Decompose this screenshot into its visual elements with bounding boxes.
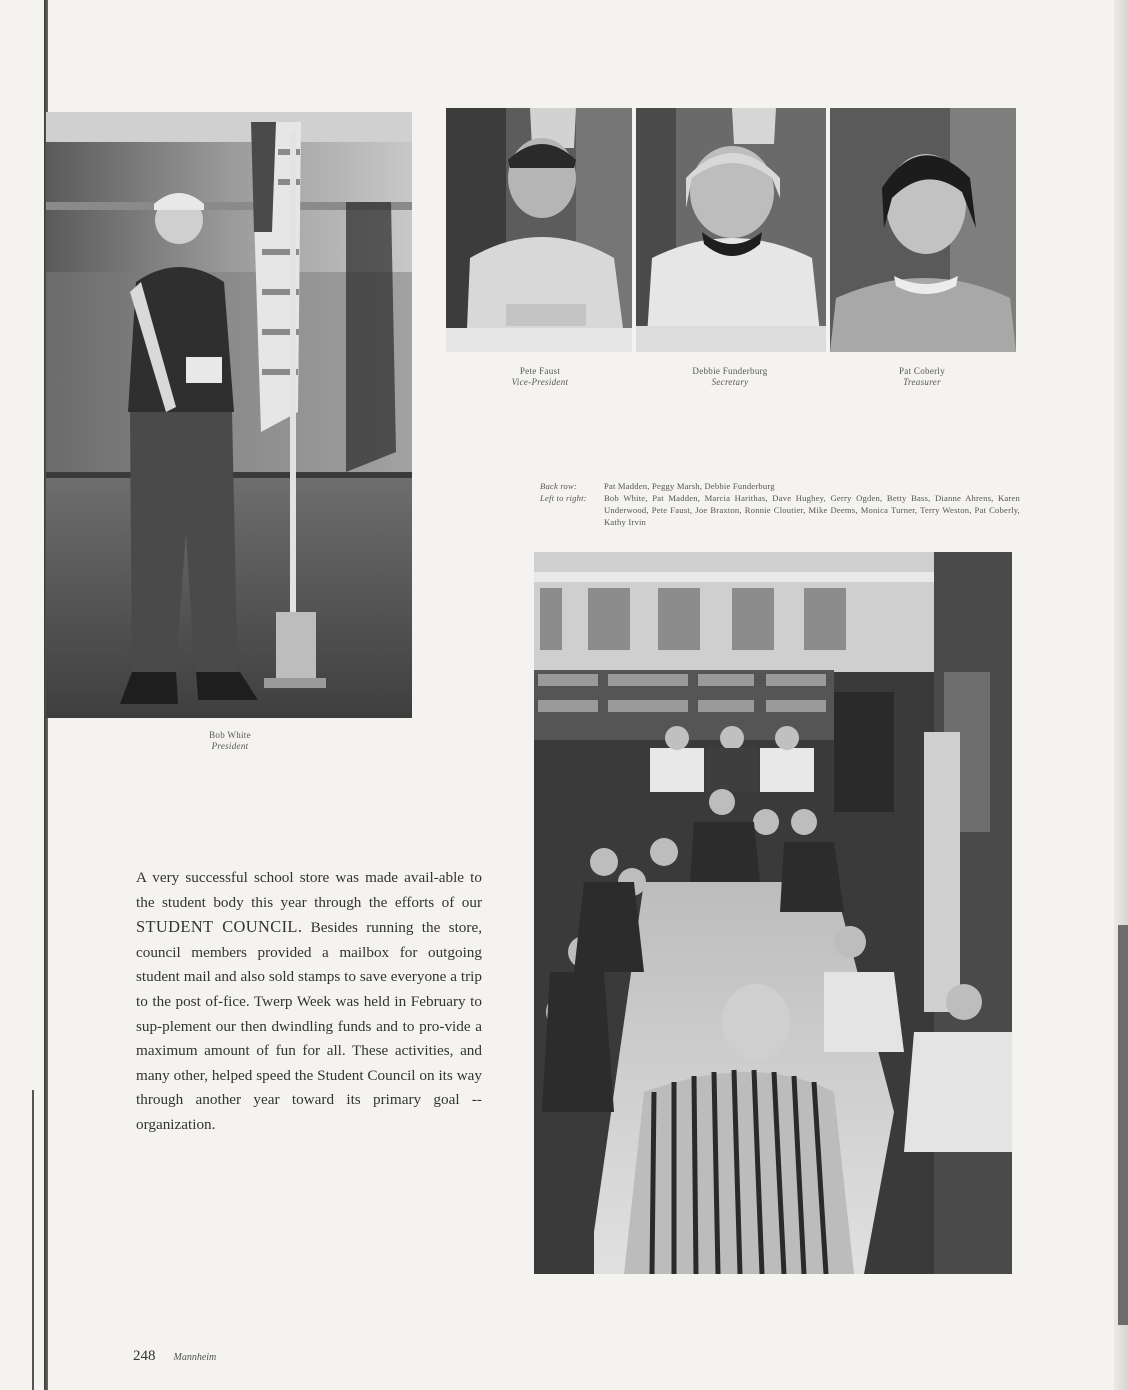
secretary-title: Secretary: [711, 377, 749, 387]
treasurer-photo: [830, 108, 1016, 352]
article-text-before: A very successful school store was made avail-able to the student body this year through the efforts of our: [136, 869, 482, 911]
vice-president-name: Pete Faust: [519, 366, 561, 376]
page-binding-line: [32, 1090, 34, 1390]
treasurer-title: Treasurer: [903, 377, 941, 387]
secretary-name: Debbie Funderburg: [692, 366, 768, 376]
student-council-highlight: STUDENT COUNCIL.: [136, 917, 303, 937]
secretary-photo: [636, 108, 826, 352]
treasurer-name: Pat Coberly: [898, 366, 946, 376]
president-title: President: [211, 741, 249, 751]
article-body: [136, 866, 482, 1138]
left-to-right-line: [540, 492, 1020, 528]
treasurer-caption: [842, 366, 1002, 388]
vice-president-title: Vice-President: [511, 377, 569, 387]
back-row-names: Pat Madden, Peggy Marsh, Debbie Funderburg: [604, 481, 775, 491]
back-row-label: Back row:: [540, 481, 578, 491]
president-photo: [46, 112, 412, 718]
school-name: Mannheim: [173, 1352, 217, 1363]
president-name: Bob White: [209, 730, 251, 740]
left-to-right-label: Left to right:: [540, 493, 587, 503]
vice-president-photo: [446, 108, 632, 352]
page-footer: [133, 1348, 216, 1365]
back-row-line: [540, 480, 1020, 492]
article-text-after: Besides running the store, council members provided a mailbox for outgoing student mail and also sold stamps to save everyone a trip to the post of-fice. Twerp Week was held in February to sup-plement our then dwindling funds and to pro-vide a maximum amount of fun for all. These activities, and many other, helped speed the Student Council on its way through another year toward its primary goal -- organization.: [136, 919, 482, 1133]
left-to-right-names: Bob White, Pat Madden, Marcia Harithas, Dave Hughey, Gerry Ogden, Betty Bass, Dianne Ahrens, Karen Underwood, Pete Faust, Joe Braxton, Ronnie Cloutier, Mike Deems, Monica Turner, Terry Weston, Pat Coberly, Kathy Irvin: [604, 493, 1020, 527]
group-photo: [534, 552, 1012, 1274]
page-number: 248: [133, 1348, 156, 1364]
group-roster-caption: [540, 480, 1020, 528]
president-caption: [150, 730, 310, 752]
secretary-caption: [650, 366, 810, 388]
vice-president-caption: [460, 366, 620, 388]
page-edge-tab: [1118, 925, 1128, 1325]
